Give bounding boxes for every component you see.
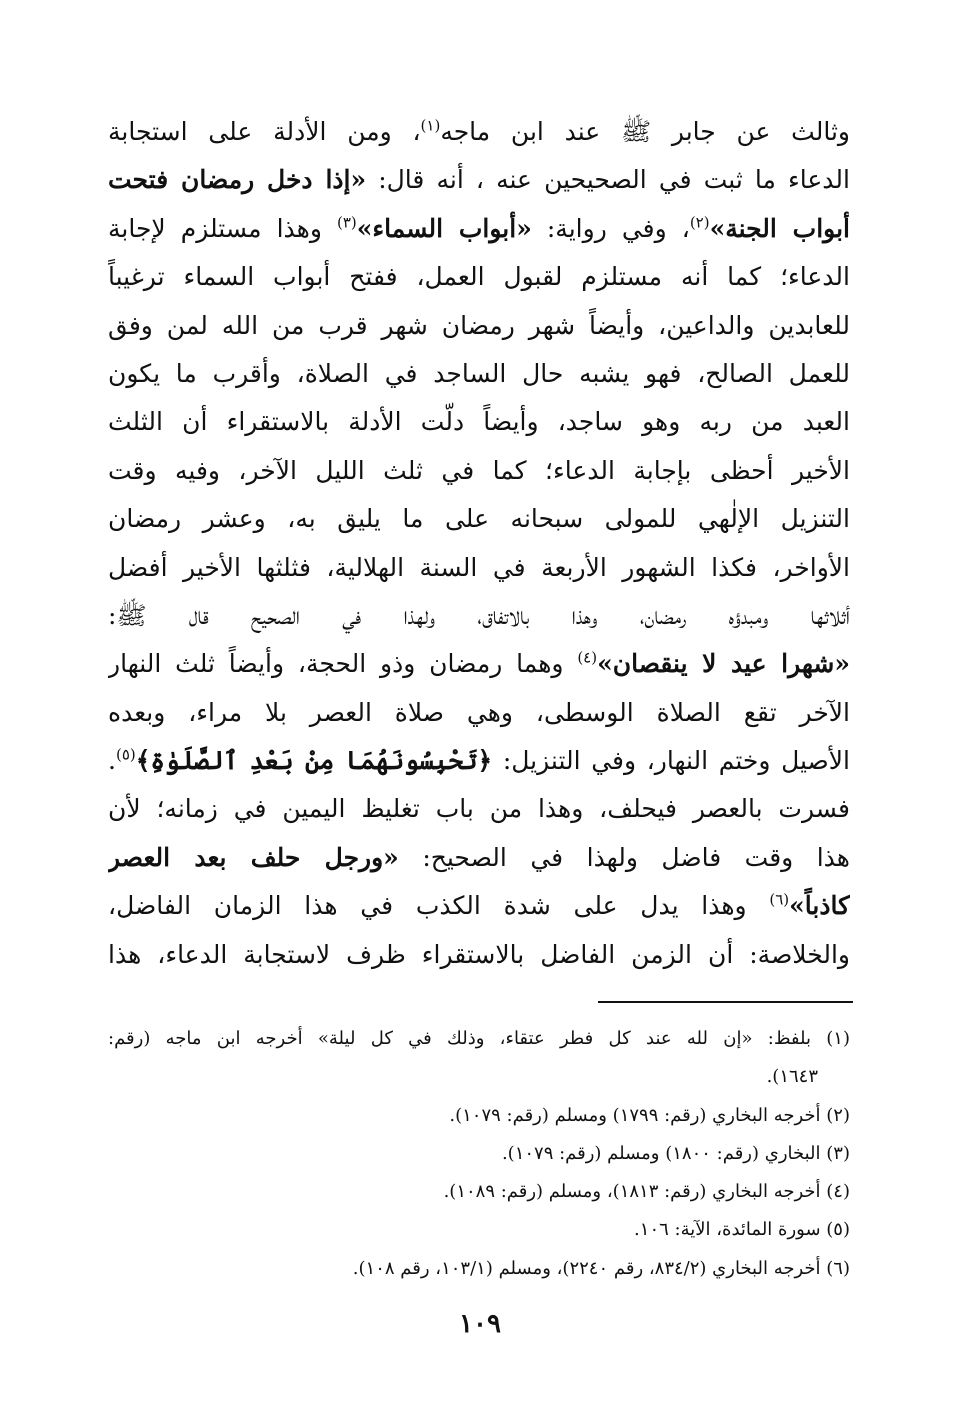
text-line — [108, 882, 850, 930]
text-line — [108, 253, 850, 301]
text-segment: الدعاء؛ كما أنه مستلزم لقبول العمل، ففتح أبواب السماء ترغيباً — [108, 262, 850, 292]
footnote-line — [108, 1250, 850, 1288]
text-segment: الأواخر، فكذا الشهور الأربعة في السنة الهلالية، فثلثها الأخير أفضل — [108, 552, 850, 582]
footnote-text: أخرجه البخاري (٨٣٤/٢، رقم ٢٢٤٠)، ومسلم (١٠٣/١، رقم ١٠٨). — [352, 1257, 821, 1279]
text-segment: والخلاصة: أن الزمن الفاضل بالاستقراء ظرف لاستجابة الدعاء، هذا — [108, 939, 850, 969]
text-line — [108, 350, 850, 398]
footnote-line — [108, 1173, 850, 1211]
text-line — [108, 447, 850, 495]
text-line — [108, 205, 850, 253]
text-segment: هذا وقت فاضل ولهذا في الصحيح: — [398, 842, 850, 872]
text-line — [108, 689, 850, 737]
text-line — [108, 931, 850, 979]
footnote-text: أخرجه البخاري (رقم: ١٨١٣)، ومسلم (رقم: ١٠٨٩). — [443, 1181, 821, 1203]
text-line — [108, 592, 850, 640]
text-segment: وهذا مستلزم لإجابة — [108, 213, 337, 243]
text-segment: وثالث عن جابر ﷺ عند ابن ماجه — [440, 117, 850, 146]
footnote-line — [108, 1020, 850, 1058]
text-segment: . — [108, 746, 116, 776]
text-segment: أثلاثها ومبدؤه رمضان، وهذا بالاتفاق، ولهذا في الصحيح قال ﷺ: — [108, 600, 850, 630]
footnote-line — [108, 1135, 850, 1173]
text-segment: ، ومن الأدلة على استجابة — [108, 117, 421, 146]
quoted-text: كاذباً» — [789, 891, 850, 921]
text-line — [108, 495, 850, 543]
quoted-text: «أبواب السماء» — [356, 213, 532, 243]
footnotes-section — [108, 1020, 850, 1288]
text-segment: الآخر تقع الصلاة الوسطى، وهي صلاة العصر بلا مراء، وبعده — [108, 697, 850, 727]
quoted-text: «ورجل حلف بعد العصر — [108, 842, 399, 872]
text-line — [108, 737, 850, 785]
text-line — [108, 398, 850, 446]
footnote-line — [108, 1097, 850, 1135]
footnote-number: (٥) — [826, 1219, 850, 1241]
text-segment: الأخير أحظى بإجابة الدعاء؛ كما في ثلث الليل الآخر، وفيه وقت — [108, 455, 850, 485]
quoted-text: «إذا دخل رمضان فتحت — [108, 165, 367, 195]
footnote-number: (٢) — [826, 1104, 850, 1126]
text-line — [108, 544, 850, 592]
footnote-text: سورة المائدة، الآية: ١٠٦. — [634, 1219, 821, 1241]
footnote-text: أخرجه البخاري (رقم: ١٧٩٩) ومسلم (رقم: ١٠٧٩). — [449, 1104, 821, 1126]
footnote-number: (٤) — [826, 1181, 850, 1203]
text-segment: التنزيل الإلٰهي للمولى سبحانه على ما يليق به، وعشر رمضان — [108, 504, 850, 534]
page-number: ١٠٩ — [459, 1309, 501, 1339]
quoted-text: ﴿تَحْبِسُونَهُمَا مِنْ بَعْدِ ٱلصَّلَوٰةِ﴾ — [135, 746, 493, 776]
footnote-reference: (٣) — [336, 213, 357, 232]
footnote-separator — [598, 1001, 853, 1003]
quoted-text: أبواب الجنة» — [709, 213, 850, 243]
text-segment: وهذا يدل على شدة الكذب في هذا الزمان الفاضل، — [108, 891, 770, 921]
footnote-reference: (٢) — [689, 213, 710, 232]
text-segment: الأصيل وختم النهار، وفي التنزيل: — [492, 746, 850, 776]
footnote-reference: (٥) — [115, 745, 136, 764]
footnote-text: بلفظ: «إن لله عند كل فطر عتقاء، وذلك في كل ليلة» أخرجه ابن ماجه (رقم: — [108, 1028, 811, 1049]
footnote-text: ١٦٤٣). — [766, 1066, 818, 1088]
text-line — [108, 156, 850, 204]
text-segment: الدعاء ما ثبت في الصحيحين عنه ، أنه قال: — [366, 165, 850, 195]
text-segment: فسرت بالعصر فيحلف، وهذا من باب تغليظ اليمين في زمانه؛ لأن — [108, 794, 850, 824]
footnote-reference: (٦) — [769, 890, 790, 909]
text-line — [108, 302, 850, 350]
text-segment: ، وفي رواية: — [531, 213, 690, 243]
footnote-number: (٣) — [826, 1142, 850, 1164]
text-line — [108, 785, 850, 833]
footnote-reference: (١) — [420, 116, 441, 135]
footnote-number: (٦) — [826, 1257, 850, 1279]
main-text-body — [108, 108, 850, 979]
text-line — [108, 834, 850, 882]
footnote-text: البخاري (رقم: ١٨٠٠) ومسلم (رقم: ١٠٧٩). — [501, 1142, 821, 1164]
text-line — [108, 640, 850, 688]
footnote-reference: (٤) — [577, 648, 598, 667]
footnote-line — [108, 1058, 850, 1096]
text-segment: وهما رمضان وذو الحجة، وأيضاً ثلث النهار — [108, 649, 578, 679]
text-segment: للعمل الصالح، فهو يشبه حال الساجد في الصلاة، وأقرب ما يكون — [108, 358, 850, 388]
footnote-number: (١) — [826, 1028, 850, 1049]
quoted-text: «شهرا عيد لا ينقصان» — [597, 649, 850, 679]
text-segment: للعابدين والداعين، وأيضاً شهر رمضان شهر قرب من الله لمن وفق — [108, 310, 850, 340]
footnote-line — [108, 1211, 850, 1249]
text-segment: العبد من ربه وهو ساجد، وأيضاً دلّت الأدلة بالاستقراء أن الثلث — [108, 407, 850, 437]
text-line — [108, 108, 850, 156]
